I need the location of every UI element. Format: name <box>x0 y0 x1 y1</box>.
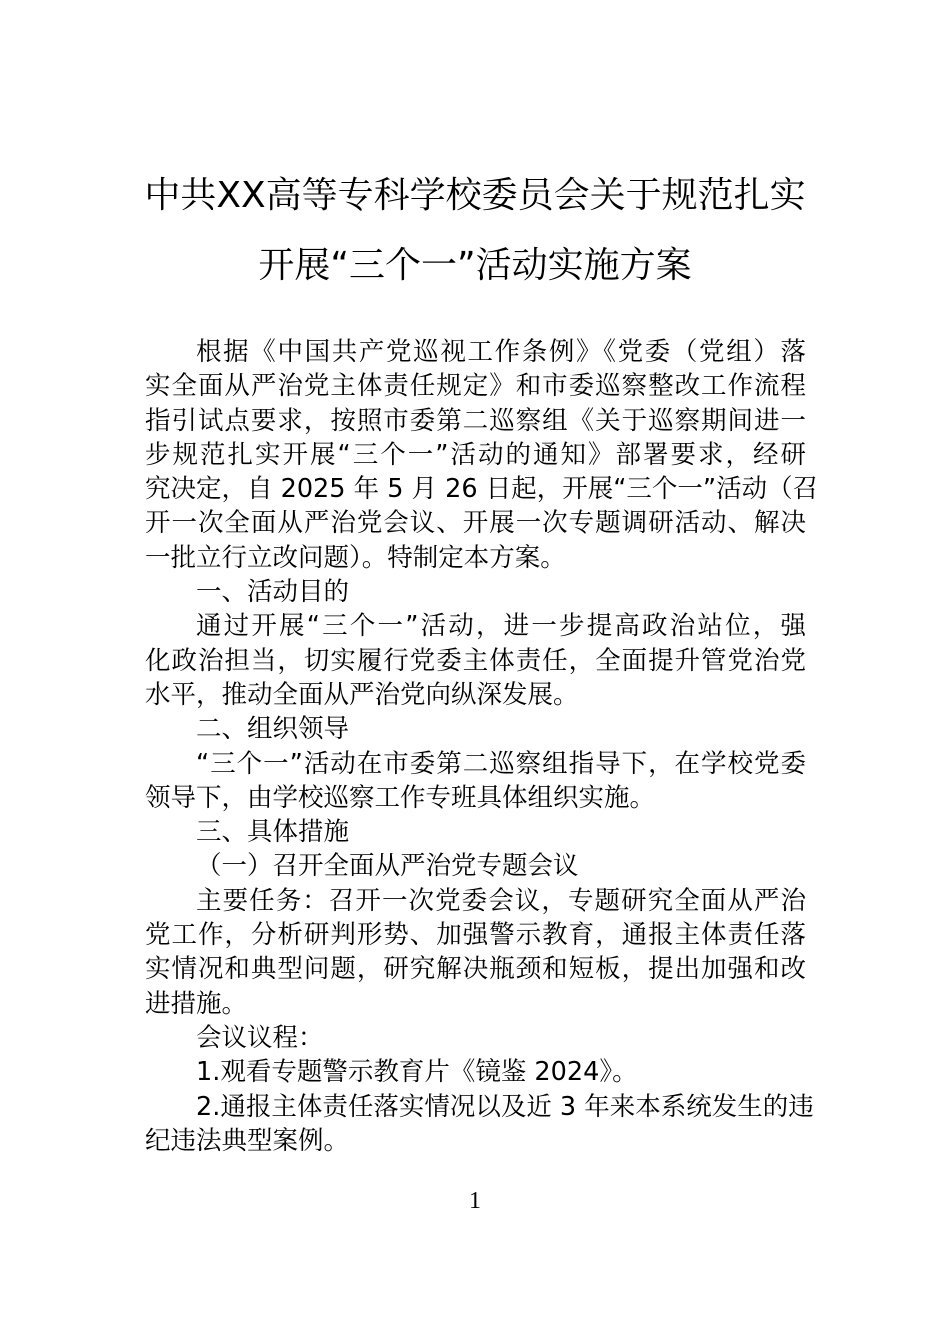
text-line: 会议议程： <box>196 1022 324 1053</box>
text-line: 步规范扎实开展“三个一”活动的通知》部署要求，经研 <box>145 439 806 470</box>
text-line: 指引试点要求，按照市委第二巡察组《关于巡察期间进一 <box>145 405 806 436</box>
text-line: 纪违法典型案例。 <box>145 1125 350 1156</box>
text-line: “三个一”活动在市委第二巡察组指导下，在学校党委 <box>196 748 806 779</box>
text-line: 实情况和典型问题，研究解决瓶颈和短板，提出加强和改 <box>145 954 806 985</box>
text-line: 二、组织领导 <box>196 714 350 745</box>
text-line: 主要任务：召开一次党委会议，专题研究全面从严治 <box>196 885 806 916</box>
text-line: （一）召开全面从严治党专题会议 <box>196 851 579 882</box>
text-line: 三、具体措施 <box>196 817 350 848</box>
document-body <box>145 335 819 1158</box>
text-line: 进措施。 <box>145 988 248 1019</box>
text-line: 一、活动目的 <box>196 577 350 608</box>
text-line: 实全面从严治党主体责任规定》和市委巡察整改工作流程 <box>145 371 806 402</box>
text-line: 党工作，分析研判形势、加强警示教育，通报主体责任落 <box>145 920 806 951</box>
text-line: 2.通报主体责任落实情况以及近 3 年来本系统发生的违 <box>196 1091 814 1122</box>
text-line: 根据《中国共产党巡视工作条例》《党委（党组）落 <box>196 337 806 367</box>
text-line: 究决定，自 2025 年 5 月 26 日起，开展“三个一”活动（召 <box>145 474 819 505</box>
text-line: 通过开展“三个一”活动，进一步提高政治站位，强 <box>196 611 806 642</box>
text-line: 领导下，由学校巡察工作专班具体组织实施。 <box>145 782 656 813</box>
document-title-line-1: 中共XX高等专科学校委员会关于规范扎实 <box>144 175 806 216</box>
page-number: 1 <box>469 1188 481 1214</box>
text-line: 化政治担当，切实履行党委主体责任，全面提升管党治党 <box>145 645 806 676</box>
text-line: 开一次全面从严治党会议、开展一次专题调研活动、解决 <box>145 508 806 539</box>
document-title-line-2: 开展“三个一”活动实施方案 <box>258 245 692 286</box>
text-line: 1.观看专题警示教育片《镜鉴 2024》。 <box>196 1057 638 1088</box>
text-line: 水平，推动全面从严治党向纵深发展。 <box>145 679 579 710</box>
text-line: 一批立行立改问题）。特制定本方案。 <box>145 542 566 573</box>
